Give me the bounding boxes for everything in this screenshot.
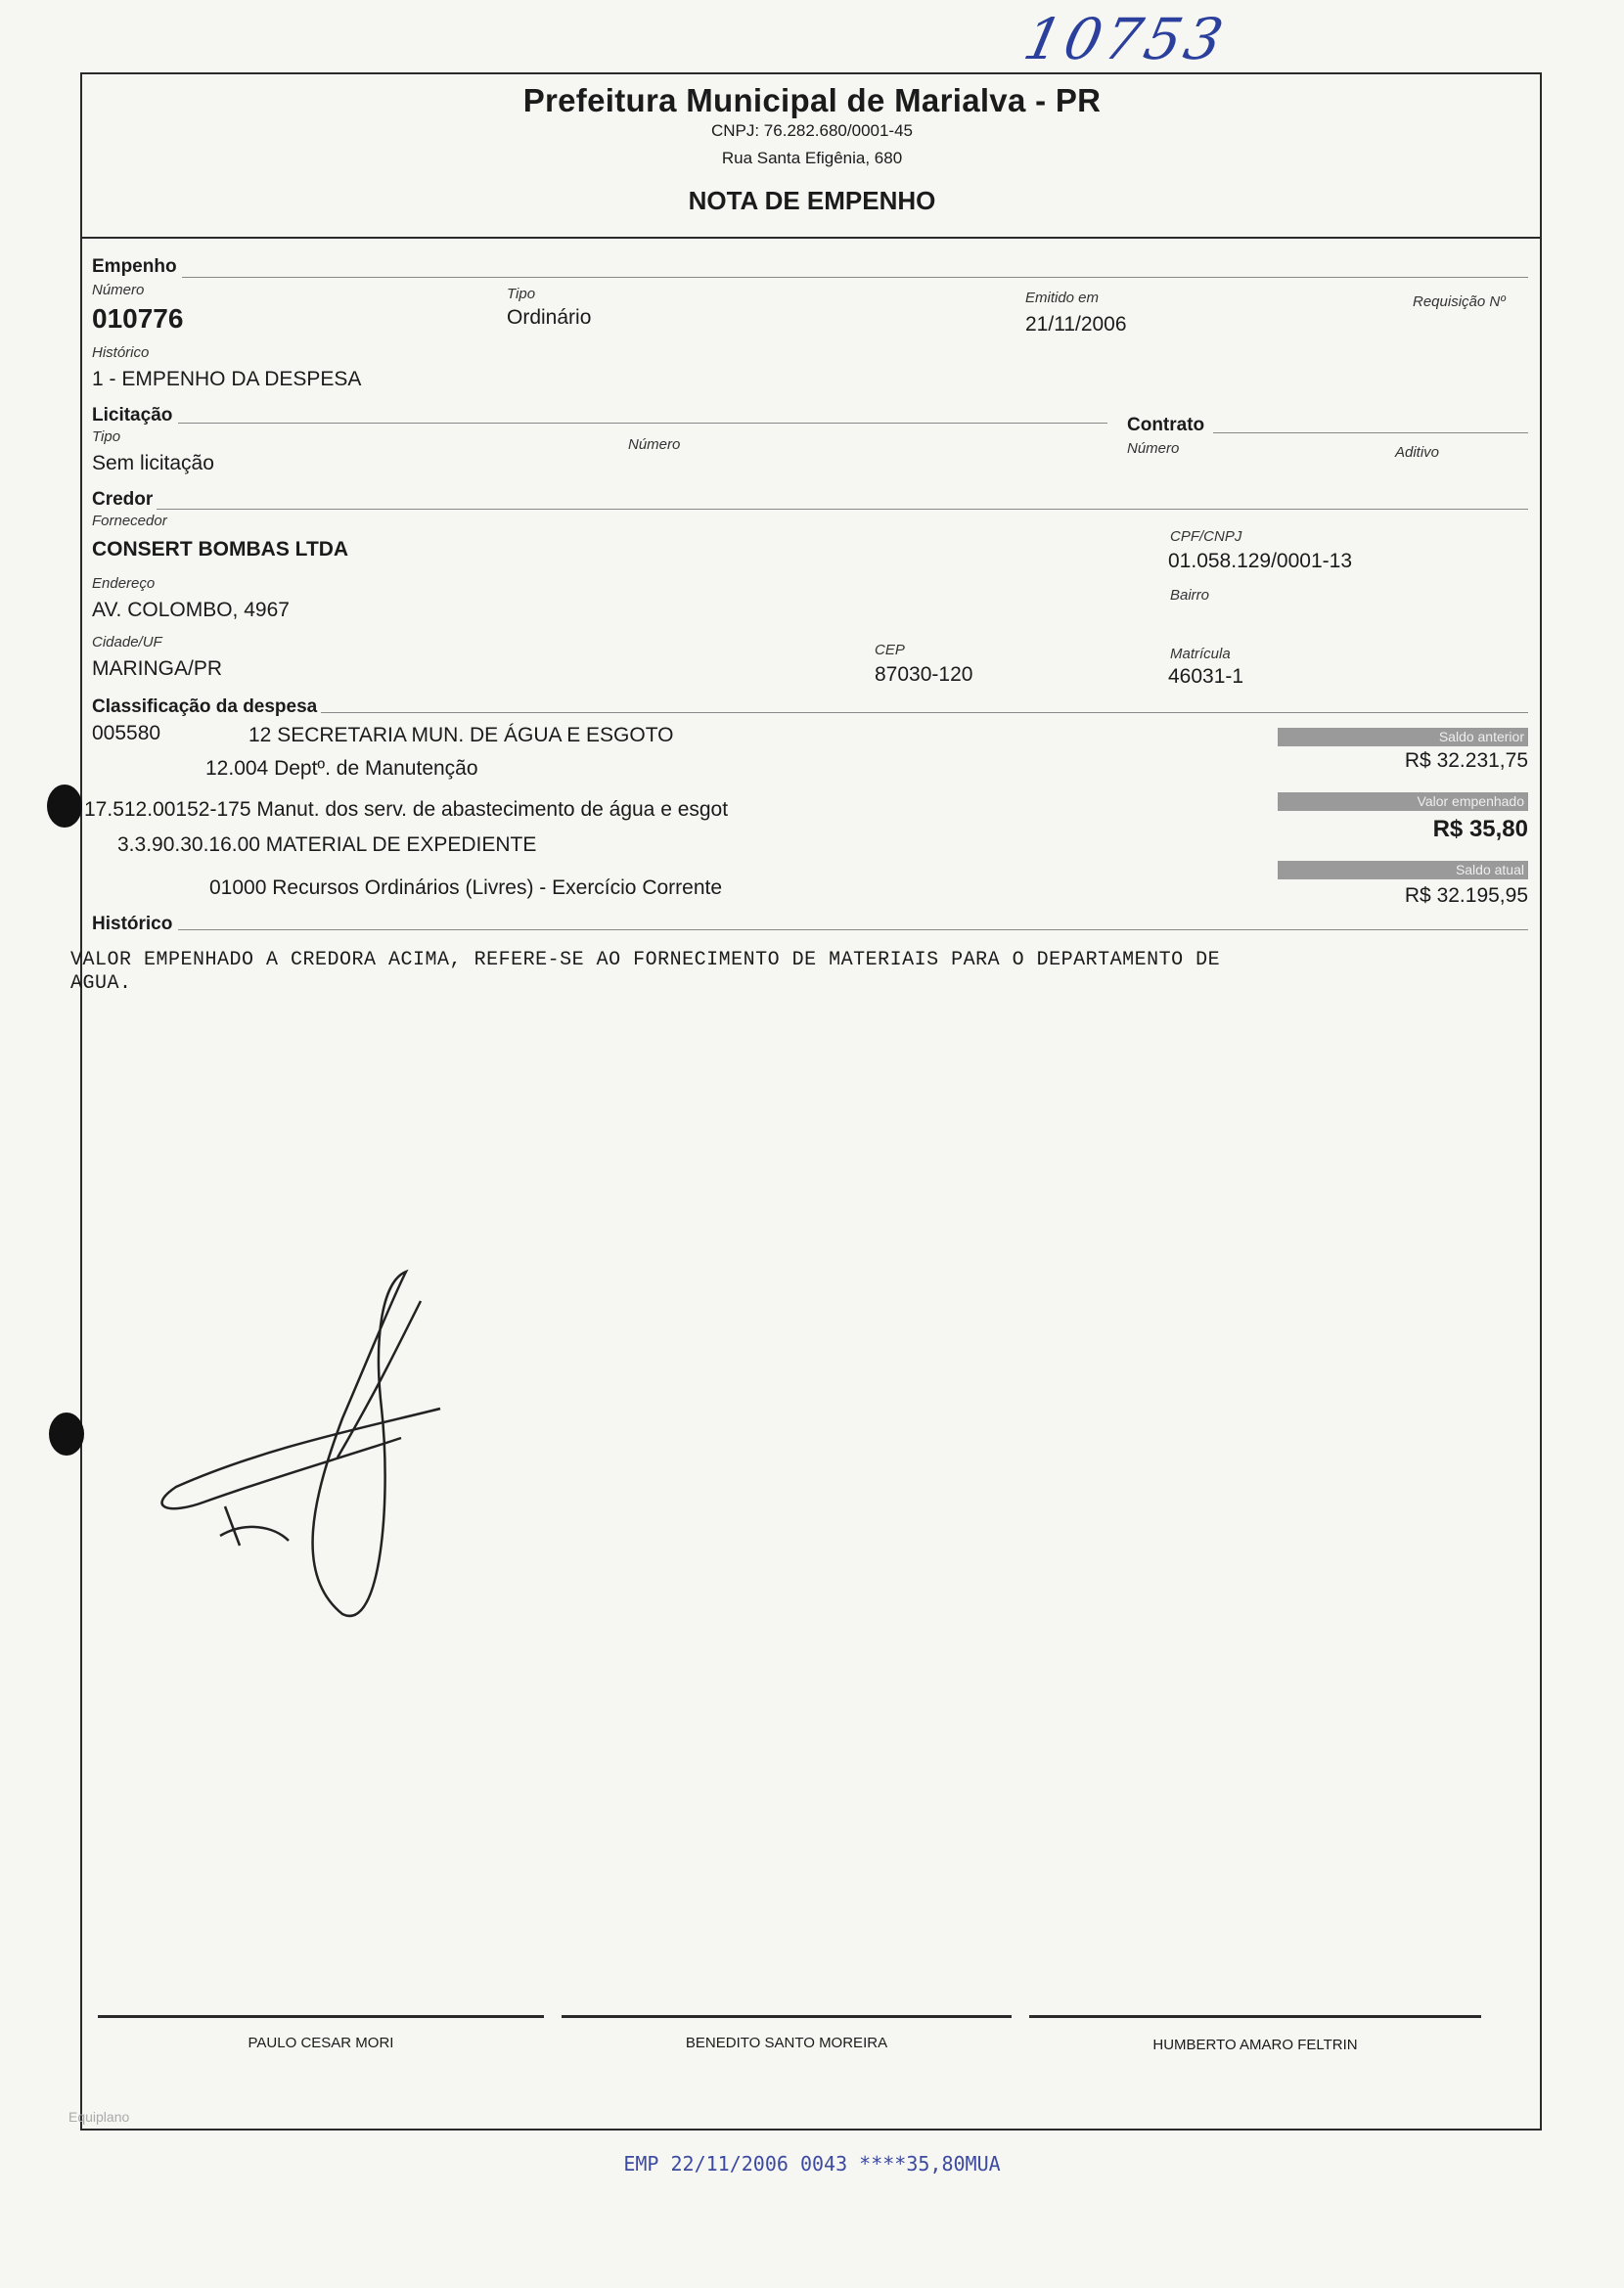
label-contrato-numero: Número (1127, 440, 1180, 457)
label-aditivo: Aditivo (1395, 444, 1440, 461)
signature-name-3: HUMBERTO AMARO FELTRIN (1152, 2037, 1358, 2053)
signature-line-1 (98, 2015, 544, 2018)
empenho-number: 010776 (92, 303, 184, 334)
label-matricula: Matrícula (1170, 646, 1231, 662)
licitacao-tipo: Sem licitação (92, 452, 214, 474)
label-bairro: Bairro (1170, 587, 1210, 604)
classificacao-line2: 12.004 Deptº. de Manutenção (205, 757, 478, 780)
label-endereco: Endereço (92, 575, 156, 592)
label-cep: CEP (875, 642, 905, 658)
empenho-historico: 1 - EMPENHO DA DESPESA (92, 368, 362, 390)
label-historico-empenho: Histórico (92, 344, 150, 361)
empenho-date: 21/11/2006 (1025, 313, 1127, 336)
label-cpf-cnpj: CPF/CNPJ (1170, 528, 1242, 545)
punch-hole-mark (47, 785, 82, 828)
handwritten-signature (147, 1262, 460, 1634)
punch-hole-mark (49, 1413, 84, 1456)
section-contrato: Contrato (1127, 415, 1205, 435)
classificacao-line4: 3.3.90.30.16.00 MATERIAL DE EXPEDIENTE (117, 833, 537, 856)
label-tipo: Tipo (507, 286, 536, 302)
section-licitacao: Licitação (92, 405, 173, 426)
handwritten-stamp-number: 10753 (1017, 6, 1233, 72)
cep: 87030-120 (875, 663, 973, 686)
divider (157, 509, 1528, 510)
saldo-atual-value: R$ 32.195,95 (1404, 884, 1528, 907)
divider (178, 423, 1107, 424)
section-classificacao: Classificação da despesa (92, 696, 318, 717)
label-fornecedor: Fornecedor (92, 513, 167, 529)
bottom-print-stamp: EMP 22/11/2006 0043 ****35,80MUA (623, 2152, 1001, 2176)
saldo-anterior-value: R$ 32.231,75 (1404, 749, 1528, 772)
label-licitacao-tipo: Tipo (92, 428, 121, 445)
label-licitacao-numero: Número (628, 436, 681, 453)
valor-empenhado-label: Valor empenhado (1278, 792, 1528, 811)
label-numero: Número (92, 282, 145, 298)
fornecedor-name: CONSERT BOMBAS LTDA (92, 538, 349, 561)
historico-line1: VALOR EMPENHADO A CREDORA ACIMA, REFERE-SE AO FORNECIMENTO DE MATERIAIS PARA O DEPARTAMENTO DE (70, 949, 1221, 971)
classificacao-line1: 12 SECRETARIA MUN. DE ÁGUA E ESGOTO (248, 724, 674, 746)
signature-line-2 (562, 2015, 1012, 2018)
matricula: 46031-1 (1168, 665, 1244, 688)
valor-empenhado-value: R$ 35,80 (1432, 816, 1528, 842)
endereco: AV. COLOMBO, 4967 (92, 599, 290, 621)
divider (321, 712, 1528, 713)
document-title: NOTA DE EMPENHO (688, 186, 936, 215)
label-requisicao: Requisição Nº (1413, 293, 1506, 310)
signature-name-1: PAULO CESAR MORI (248, 2035, 394, 2051)
section-empenho: Empenho (92, 256, 177, 277)
cidade-uf: MARINGA/PR (92, 657, 223, 680)
signature-name-2: BENEDITO SANTO MOREIRA (685, 2035, 888, 2051)
section-historico: Histórico (92, 914, 173, 934)
divider (1213, 432, 1528, 433)
empenho-tipo: Ordinário (507, 306, 592, 329)
address-text: Rua Santa Efigênia, 680 (721, 149, 903, 167)
classificacao-code: 005580 (92, 722, 161, 744)
label-cidade: Cidade/UF (92, 634, 162, 651)
header-divider (80, 237, 1542, 239)
saldo-atual-label: Saldo atual (1278, 861, 1528, 879)
saldo-anterior-label: Saldo anterior (1278, 728, 1528, 746)
cpf-cnpj: 01.058.129/0001-13 (1168, 550, 1353, 572)
label-emitido: Emitido em (1025, 290, 1100, 306)
historico-line2: AGUA. (70, 972, 132, 995)
section-credor: Credor (92, 489, 154, 510)
footer-brand: Equiplano (68, 2109, 130, 2125)
classificacao-line5: 01000 Recursos Ordinários (Livres) - Exercício Corrente (209, 876, 723, 899)
divider (178, 929, 1528, 930)
signature-line-3 (1029, 2015, 1481, 2018)
classificacao-line3: 17.512.00152-175 Manut. dos serv. de abastecimento de água e esgot (84, 798, 729, 821)
page-title: Prefeitura Municipal de Marialva - PR (522, 82, 1102, 118)
cnpj-text: CNPJ: 76.282.680/0001-45 (710, 121, 914, 140)
divider (182, 277, 1528, 278)
